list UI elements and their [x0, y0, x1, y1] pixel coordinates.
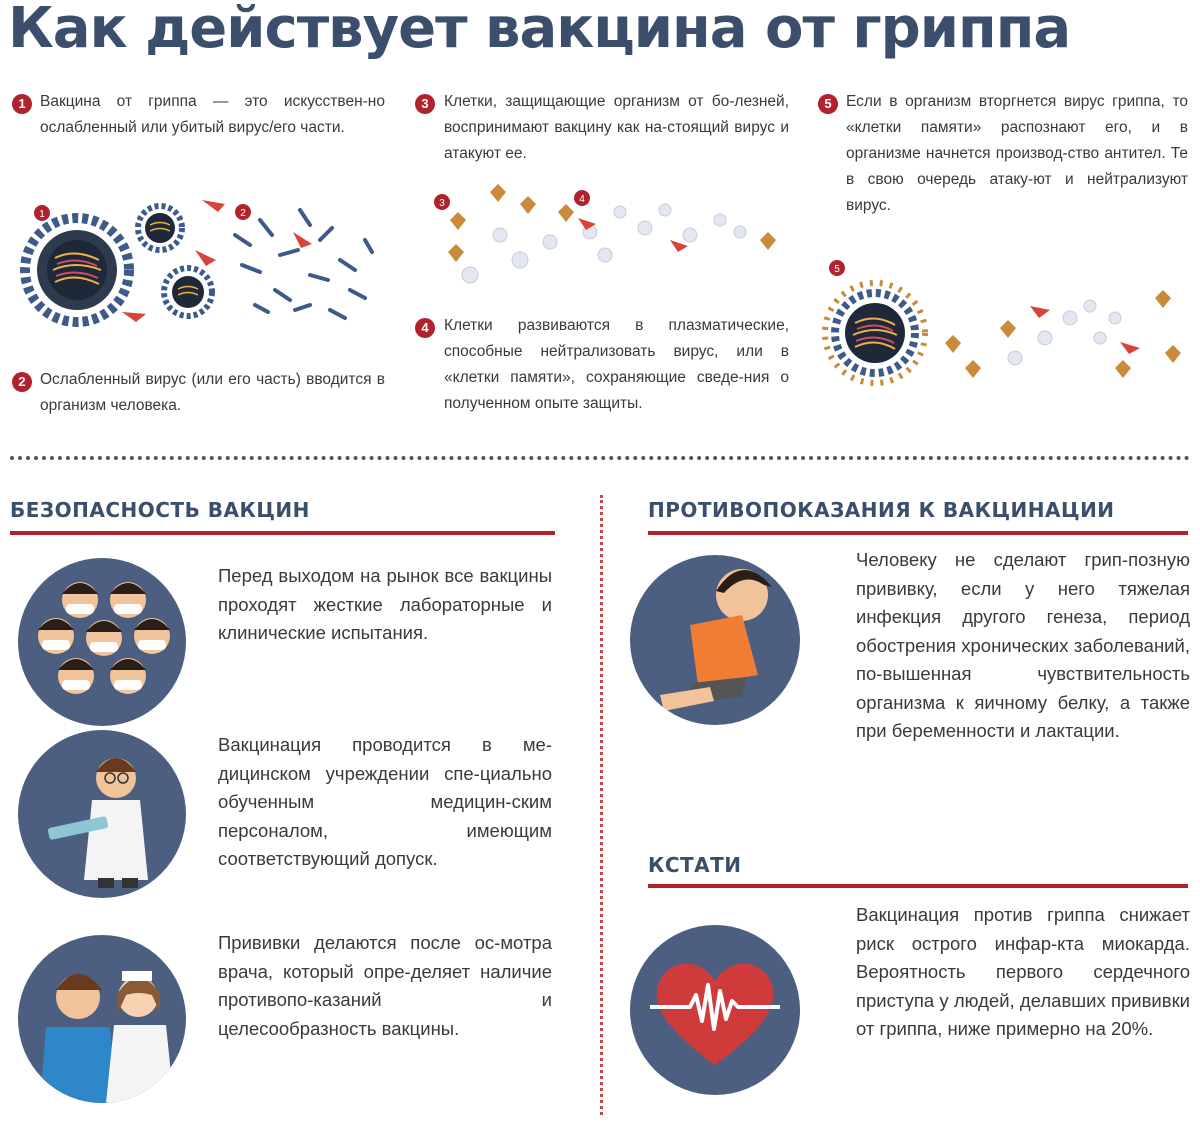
- arrow-icons-3: [1030, 306, 1140, 354]
- step-1-text: Вакцина от гриппа — это искусствен-но ослабленный или убитый вирус/его части.: [40, 93, 385, 136]
- virus-illustration: [10, 180, 390, 355]
- step-5-badge: 5: [818, 94, 838, 114]
- label-4: 4: [579, 194, 585, 205]
- masked-people-icon: [18, 558, 186, 726]
- step-3-badge: 3: [415, 94, 435, 114]
- step-2-badge: 2: [12, 372, 32, 392]
- safety-title: БЕЗОПАСНОСТЬ ВАКЦИН: [10, 498, 310, 522]
- small-virus-icon: [164, 268, 212, 316]
- large-virus-icon: [25, 218, 129, 322]
- safety-item-2: Вакцинация проводится в ме-дицинском учреждении спе-циально обученным медицин-ским персоналом, имеющим соответствующий допуск.: [218, 734, 552, 869]
- sick-child-icon: [630, 555, 800, 725]
- medium-virus-icon: [138, 206, 182, 250]
- page-title: Как действует вакцина от гриппа: [8, 0, 1071, 61]
- contra-text: Человеку не сделают грип-позную прививку, если у него тяжелая инфекция другого генеза, период обострения хронических заболеваний, по-вышенная чувствительность организма к яичному белку, а также при беременности и лактации.: [856, 549, 1190, 741]
- immune-cells-illustration: [430, 180, 790, 290]
- safety-item-1: Перед выходом на рынок все вакцины проходят жесткие лабораторные и клинические испытания.: [218, 565, 552, 643]
- section-divider: [10, 456, 1190, 460]
- contra-title: ПРОТИВОПОКАЗАНИЯ К ВАКЦИНАЦИИ: [648, 498, 1115, 522]
- bytheway-rule: [648, 884, 1188, 888]
- label-1: 1: [39, 209, 45, 220]
- antibody-icons: [448, 184, 776, 262]
- contra-rule: [648, 531, 1188, 535]
- doctor-patient-icon: [18, 935, 186, 1103]
- cell-icons: [462, 204, 746, 283]
- bytheway-text: Вакцинация против гриппа снижает риск острого инфар-кта миокарда. Вероятность первого сердечного приступа у людей, делавших прививки от гриппа, ниже примерно на 20%.: [856, 904, 1190, 1039]
- label-5: 5: [834, 264, 840, 275]
- column-divider: [600, 495, 603, 1115]
- heart-icon: [630, 925, 800, 1095]
- label-2: 2: [240, 208, 246, 219]
- label-3a: 3: [439, 198, 445, 209]
- cell-icons-3: [1008, 300, 1121, 365]
- step-4-badge: 4: [415, 318, 435, 338]
- antibody-icons-3: [945, 290, 1181, 378]
- doctor-icon: [18, 730, 186, 898]
- safety-item-3: Прививки делаются после ос-мотра врача, который опре-деляет наличие противопо-казаний и целесообразность вакцины.: [218, 932, 552, 1039]
- virus-attacked-icon: [825, 283, 925, 383]
- step-4-text: Клетки развиваются в плазматические, способные нейтрализовать вирус, или в «клетки памяти», сохраняющие сведе-ния о полученном опыте защиты.: [444, 317, 789, 412]
- safety-rule: [10, 531, 555, 535]
- step-5-text: Если в организм вторгнется вирус гриппа, то «клетки памяти» распознают его, и в организме начнется производ-ство антител. Те в свою очередь атаку-ют и нейтрализуют вирус.: [846, 93, 1188, 214]
- people-faces: [38, 582, 170, 694]
- step-2-text: Ослабленный вирус (или его часть) вводится в организм человека.: [40, 371, 385, 414]
- virus-fragments-icon: [235, 210, 372, 318]
- step-1-badge: 1: [12, 94, 32, 114]
- antibody-attack-illustration: [815, 258, 1195, 408]
- step-3-text: Клетки, защищающие организм от бо-лезней, воспринимают вакцину как на-стоящий вирус и атакуют ее.: [444, 93, 789, 162]
- bytheway-title: КСТАТИ: [648, 853, 742, 877]
